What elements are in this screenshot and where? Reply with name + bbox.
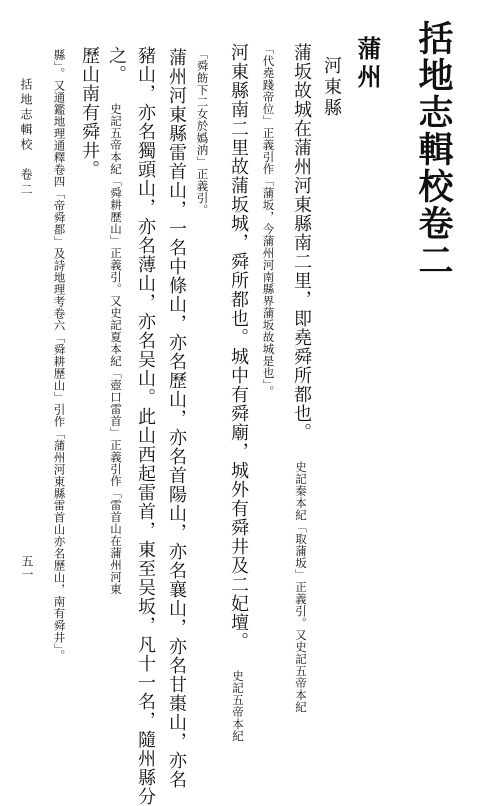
annotation-column: 「舜飭下二女於嬀汭」正義引。: [195, 48, 210, 216]
annotation-note: 史記五帝本紀: [231, 670, 245, 742]
county-heading: 河東縣: [321, 56, 342, 119]
main-text: 之。: [106, 46, 127, 84]
main-text: 蒲坂故城在蒲州河東縣南二里，即堯舜所都也。: [291, 43, 312, 442]
annotation-note: 史記秦本紀「取蒲坂」正義引。又史記五帝本紀: [294, 461, 308, 713]
annotation-note: 史記五帝本紀「舜耕歷山」正義引。又史記夏本紀「壺口雷首」正義引作「雷首山在蒲州河東: [109, 103, 123, 595]
main-text: 河東縣南二里故蒲坂城，舜所都也。城中有舜廟，城外有舜井及二妃壇。: [228, 43, 249, 651]
text-column: 歷山南有舜井。: [79, 46, 100, 179]
chapter-title: 括地志輯校卷二: [413, 20, 454, 279]
region-heading: 蒲州: [353, 36, 382, 92]
running-head: 括地志輯校 卷二: [19, 78, 33, 198]
text-column: [229, 43, 247, 742]
text-column: [107, 46, 125, 595]
page-number: 五一: [20, 555, 34, 581]
annotation-column: 縣」。又通鑑地理通釋卷四「帝舜都」及詩地理考卷六「舜耕歷山」引作「蒲州河東縣雷首山亦名歷山，南有舜井」。: [52, 49, 67, 662]
text-column: 豬山，亦名獨頭山，亦名薄山，亦名吴山。此山西起雷首，東至吴坂，凡十一名，隨州縣分: [135, 46, 156, 806]
annotation-column: 「代堯踐帝位」正義引作「蒲坂，今蒲州河南縣界蒲坂故城是也」。: [261, 43, 276, 398]
text-column: [292, 43, 310, 713]
text-column: 蒲州河東縣雷首山，一名中條山，亦名歷山，亦名首陽山，亦名襄山，亦名甘棗山，亦名: [166, 48, 187, 789]
